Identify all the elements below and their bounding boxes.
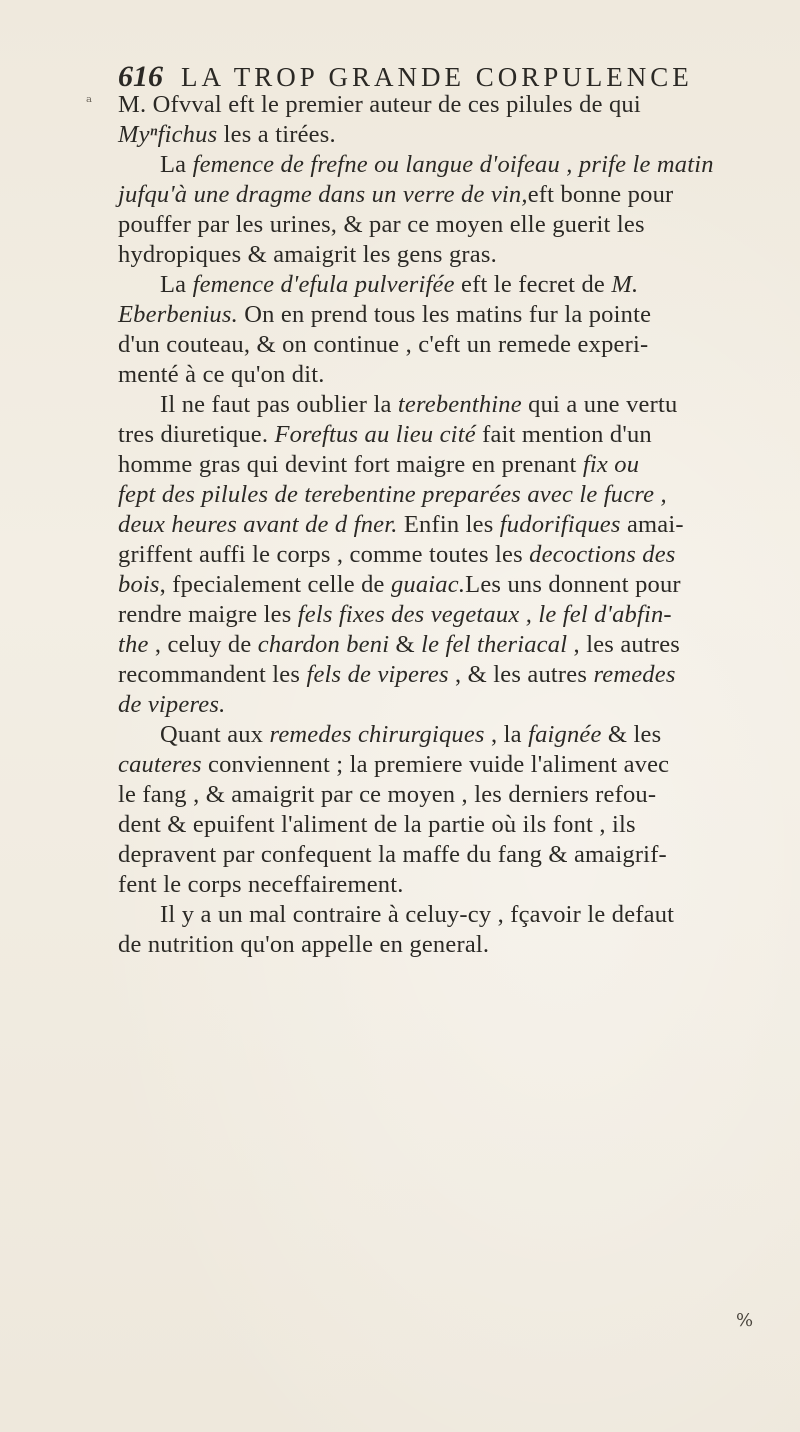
text-run: menté à ce qu'on dit. bbox=[118, 361, 325, 388]
italic-run: fix ou bbox=[582, 451, 640, 478]
text-line bbox=[118, 240, 768, 270]
text-line bbox=[118, 120, 768, 150]
text-line bbox=[118, 570, 768, 600]
text-line bbox=[118, 300, 768, 330]
text-run: , les autres bbox=[567, 631, 681, 658]
text-run: qui a une vertu bbox=[521, 391, 678, 418]
text-run: On en prend tous les matins fur la pointe bbox=[237, 301, 652, 328]
text-run: eft bonne pour bbox=[527, 181, 674, 208]
page-number: 616 bbox=[118, 60, 163, 93]
text-line bbox=[118, 90, 768, 120]
italic-run: Eberbenius. bbox=[118, 301, 238, 328]
text-line bbox=[118, 630, 768, 660]
text-run: , celuy de bbox=[148, 631, 258, 658]
text-line bbox=[118, 510, 768, 540]
italic-run: M. bbox=[611, 271, 639, 298]
text-run: griffent auffi le corps , comme toutes les bbox=[118, 541, 530, 568]
text-line bbox=[118, 780, 768, 810]
text-run: fait mention d'un bbox=[475, 421, 652, 448]
text-run: depravent par confequent la maffe du fang & amaigrif- bbox=[118, 841, 667, 868]
italic-run: femence d'efula pulverifée bbox=[192, 271, 455, 298]
text-line bbox=[118, 930, 768, 960]
text-run: & les bbox=[601, 721, 662, 748]
italic-run: Foreftus au lieu cité bbox=[274, 421, 476, 448]
text-run: Quant aux bbox=[160, 721, 270, 748]
text-line bbox=[118, 390, 768, 420]
text-run: d'un couteau, & on continue , c'eft un remede experi- bbox=[118, 331, 649, 358]
text-run: Il y a un mal contraire à celuy-cy , fçavoir le defaut bbox=[160, 901, 675, 928]
text-run: M. Ofvval eft le premier auteur de ces pilules de qui bbox=[118, 91, 641, 118]
text-run: La bbox=[160, 271, 193, 298]
margin-mark: ᵃ bbox=[86, 92, 93, 111]
text-run: de nutrition qu'on appelle en general. bbox=[118, 931, 490, 958]
body-text bbox=[118, 90, 768, 960]
italic-run: Myⁿfichus bbox=[118, 121, 218, 148]
text-run: hydropiques & amaigrit les gens gras. bbox=[118, 241, 497, 268]
italic-run: remedes chirurgiques bbox=[269, 721, 485, 748]
text-line bbox=[118, 810, 768, 840]
running-title: LA TROP GRANDE CORPULENCE bbox=[181, 62, 693, 92]
text-line bbox=[118, 150, 768, 180]
text-run: recommandent les bbox=[118, 661, 307, 688]
italic-run: remedes bbox=[593, 661, 676, 688]
italic-run: chardon beni bbox=[257, 631, 390, 658]
text-run: eft le fecret de bbox=[454, 271, 612, 298]
italic-run: femence de frefne ou langue d'oifeau , prife le matin bbox=[192, 151, 714, 178]
text-line bbox=[118, 450, 768, 480]
text-line bbox=[118, 900, 768, 930]
italic-run: decoctions des bbox=[529, 541, 676, 568]
text-run: amai- bbox=[620, 511, 684, 538]
italic-run: fels de viperes bbox=[306, 661, 449, 688]
text-line bbox=[118, 480, 768, 510]
text-run: pouffer par les urines, & par ce moyen elle guerit les bbox=[118, 211, 645, 238]
italic-run: cauteres bbox=[118, 751, 202, 778]
text-run: , la bbox=[484, 721, 529, 748]
italic-run: fudorifiques bbox=[499, 511, 621, 538]
text-line bbox=[118, 330, 768, 360]
text-line bbox=[118, 720, 768, 750]
italic-run: bois bbox=[118, 571, 160, 598]
italic-run: guaiac. bbox=[390, 571, 466, 598]
text-line bbox=[118, 750, 768, 780]
text-run: Enfin les bbox=[397, 511, 500, 538]
italic-run: le fel theriacal bbox=[421, 631, 568, 658]
bottom-mark: % bbox=[736, 1310, 754, 1331]
text-run: homme gras qui devint fort maigre en prenant bbox=[118, 451, 583, 478]
text-line bbox=[118, 870, 768, 900]
text-run: Les uns donnent pour bbox=[465, 571, 681, 598]
text-run: , & les autres bbox=[448, 661, 594, 688]
italic-run: deux heures avant de d fner. bbox=[118, 511, 398, 538]
text-line bbox=[118, 270, 768, 300]
text-run: les a tirées. bbox=[217, 121, 336, 148]
text-line bbox=[118, 180, 768, 210]
text-line bbox=[118, 660, 768, 690]
italic-run: jufqu'à une dragme dans un verre de vin, bbox=[118, 181, 528, 208]
italic-run: de viperes. bbox=[118, 691, 226, 718]
italic-run: faignée bbox=[528, 721, 602, 748]
text-line bbox=[118, 420, 768, 450]
italic-run: fept des pilules de terebentine preparées avec le fucre , bbox=[118, 481, 667, 508]
text-line bbox=[118, 210, 768, 240]
text-run: le fang , & amaigrit par ce moyen , les derniers refou- bbox=[118, 781, 657, 808]
text-line bbox=[118, 690, 768, 720]
italic-run: fels fixes des vegetaux , le fel d'abfin- bbox=[297, 601, 672, 628]
italic-run: the bbox=[118, 631, 149, 658]
running-header bbox=[118, 60, 768, 94]
text-run: , fpecialement celle de bbox=[159, 571, 391, 598]
text-run: La bbox=[160, 151, 193, 178]
text-run: rendre maigre les bbox=[118, 601, 298, 628]
text-run: Il ne faut pas oublier la bbox=[160, 391, 398, 418]
text-run: dent & epuifent l'aliment de la partie où ils font , ils bbox=[118, 811, 636, 838]
italic-run: terebenthine bbox=[397, 391, 522, 418]
text-line bbox=[118, 540, 768, 570]
text-line bbox=[118, 360, 768, 390]
text-line bbox=[118, 840, 768, 870]
text-run: fent le corps neceffairement. bbox=[118, 871, 404, 898]
text-run: conviennent ; la premiere vuide l'aliment avec bbox=[201, 751, 670, 778]
text-run: & bbox=[389, 631, 422, 658]
text-line bbox=[118, 600, 768, 630]
text-run: tres diuretique. bbox=[118, 421, 275, 448]
